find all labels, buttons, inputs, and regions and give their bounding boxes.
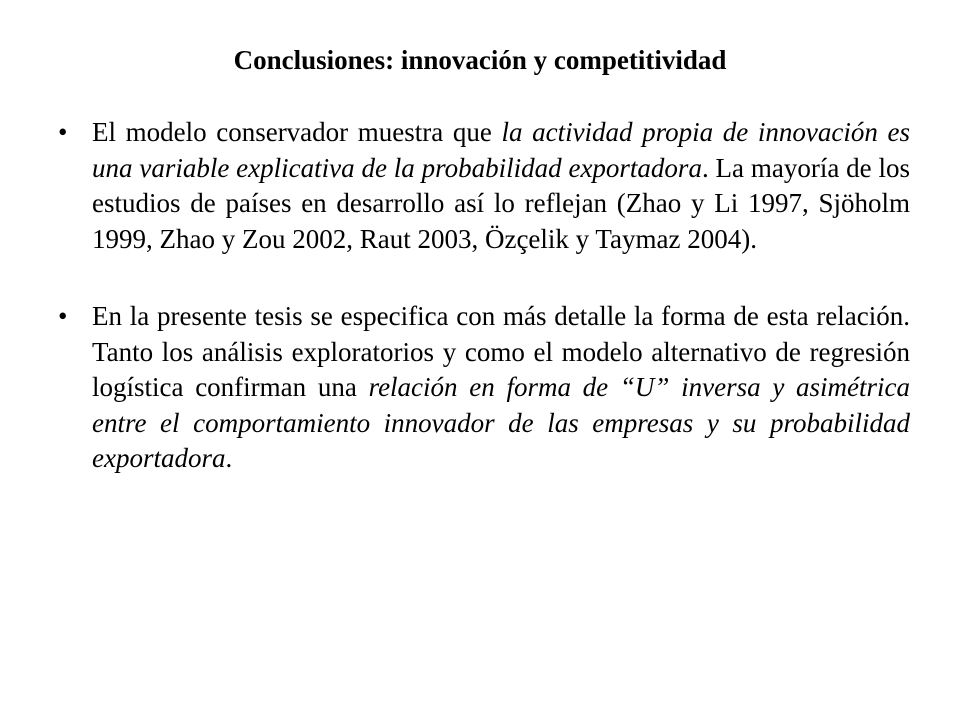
bullet-icon: •	[58, 301, 68, 331]
bullet-2-text-plain-b: .	[225, 443, 233, 473]
bullet-item-2	[58, 299, 910, 477]
bullet-icon: •	[58, 117, 68, 147]
bullet-1-text-plain-a: El modelo conservador muestra que	[92, 117, 502, 147]
bullet-2-text-emphasis: relación en forma de “U” inversa y asimétrica entre el comportamiento innovador de las empresas y su probabilidad exportadora	[92, 372, 910, 473]
bullet-list	[58, 115, 910, 477]
bullet-1-text-plain-b: . La mayoría de los estudios de países en desarrollo así lo reflejan (Zhao y Li 1997, Sjöholm 1999, Zhao y Zou 2002, Raut 2003, Özçelik y Taymaz 2004).	[92, 152, 910, 254]
bullet-2-text-plain-a: En la presente tesis se especifica con más detalle la forma de esta relación. Tanto los análisis exploratorios y como el modelo alternativo de regresión logística confirman una	[92, 301, 910, 402]
bullet-item-1	[58, 115, 910, 257]
bullet-1-text-emphasis: la actividad propia de innovación es una variable explicativa de la probabilidad exportadora	[92, 117, 910, 183]
slide-title: Conclusiones: innovación y competitividad	[233, 45, 727, 75]
